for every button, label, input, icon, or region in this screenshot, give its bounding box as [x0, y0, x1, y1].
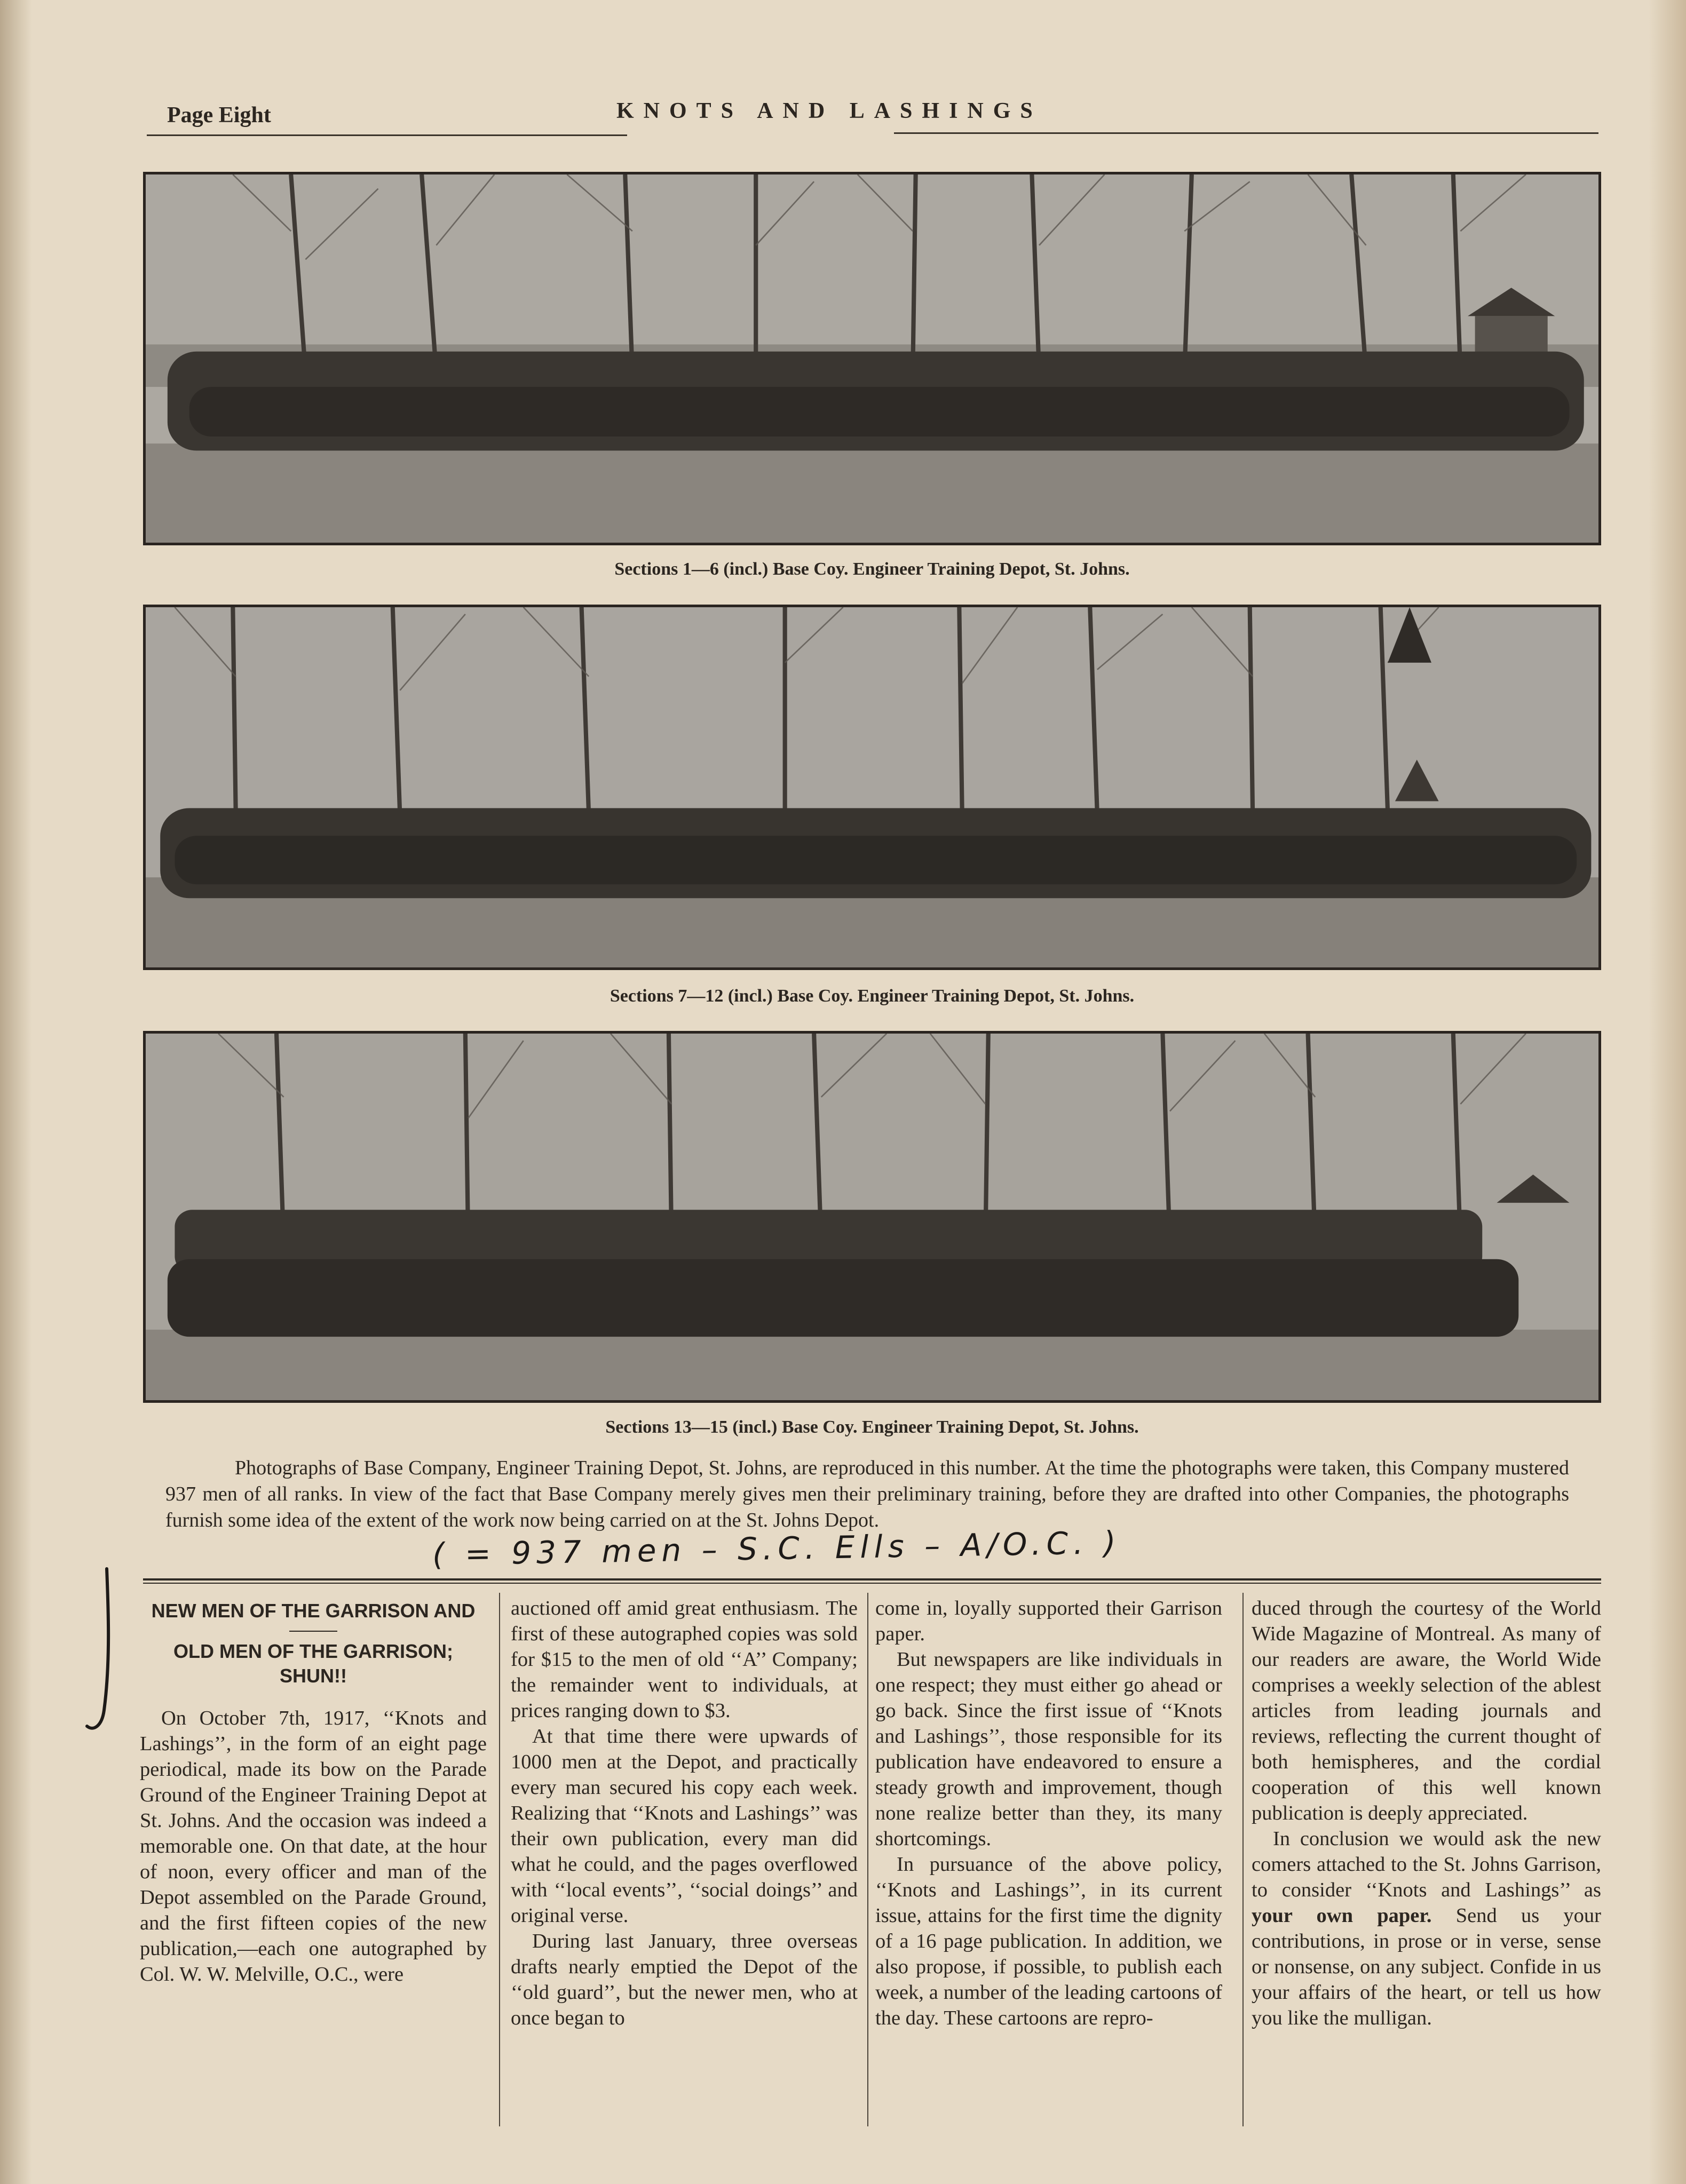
article-paragraph-closing: [1252, 1826, 1601, 2031]
article-column-3: [875, 1595, 1222, 2031]
intro-paragraph: Photographs of Base Company, Engineer Training Depot, St. Johns, are reproduced in this number. At the time the photographs were taken, this Company mustered 937 men of all ranks. In view of the fact that Base Company merely gives men their preliminary training, before they are drafted into other Companies, the photographs furnish some idea of the extent of the work now being carried on at the St. Johns Depot.: [165, 1457, 1569, 1531]
group-photo-sections-13-15: [143, 1031, 1601, 1403]
photo-caption: Sections 1—6 (incl.) Base Coy. Engineer Training Depot, St. Johns.: [614, 559, 1130, 579]
group-photo-sections-1-6: [143, 172, 1601, 545]
page-number: Page Eight: [167, 103, 271, 128]
article-paragraph: At that time there were upwards of 1000 men at the Depot, and practically every man secured his copy each week. Realizing that ‘‘Knots and Lashings’’ was their own publication, every man did what he could, and the pages overflowed with ‘‘local events’’, ‘‘social doings’’ and original verse.: [511, 1725, 858, 1927]
section-rule: [143, 1583, 1601, 1584]
paper-edge-left: [0, 0, 32, 2184]
article-heading: NEW MEN OF THE GARRISON AND: [151, 1600, 476, 1622]
article-paragraph: come in, loyally supported their Garrison paper.: [875, 1597, 1222, 1645]
section-rule: [143, 1578, 1601, 1581]
masthead-title: KNOTS AND LASHINGS: [616, 99, 1042, 123]
heading-rule: [289, 1631, 337, 1632]
header-rule: [147, 134, 627, 136]
article-column-4: [1252, 1595, 1601, 2031]
article-paragraph: During last January, three overseas drafts nearly emptied the Depot of the ‘‘old guard’’, but the newer men, who at once began to: [511, 1930, 858, 2029]
column-divider: [867, 1593, 868, 2126]
article-paragraph: On October 7th, 1917, ‘‘Knots and Lashings’’, in the form of an eight page periodical, made its bow on the Parade Ground of the Engineer Training Depot at St. Johns. And the occasion was indeed a memorable one. On that date, at the hour of noon, every officer and man of the Depot assembled on the Parade Ground, and the first fifteen copies of the new publication,—each one autographed by Col. W. W. Melville, O.C., were: [140, 1707, 487, 1986]
page-header: [147, 96, 1598, 139]
article-paragraph: auctioned off amid great enthusiasm. The first of these autographed copies was sold for $15 to the men of old ‘‘A’’ Company; the remainder went to individuals, at prices ranging down to $3.: [511, 1597, 858, 1722]
paper-edge-right: [1649, 0, 1686, 2184]
closing-text-start: In conclusion we would ask the new comers attached to the St. Johns Garrison, to consider ‘‘Knots and Lashings’’ as: [1252, 1828, 1601, 1901]
article-paragraph: But newspapers are like individuals in one respect; they must either go ahead or go back. Since the first issue of ‘‘Knots and Lashings’’, those responsible for its publication have endeavored to ensure a steady growth and improvement, though none realize better than they, its many shortcomings.: [875, 1648, 1222, 1850]
photo-caption: Sections 13—15 (incl.) Base Coy. Engineer Training Depot, St. Johns.: [605, 1417, 1139, 1437]
article-paragraph: In pursuance of the above policy, ‘‘Knots and Lashings’’, in its current issue, attains for the first time the dignity of a 16 page publication. In addition, we also propose, if possible, to publish each week, a number of the leading cartoons of the day. These cartoons are repro-: [875, 1853, 1222, 2029]
closing-text-end: Send us your contributions, in prose or in verse, sense or nonsense, on any subject. Confide in us your affairs of the heart, or tell us how you like the mulligan.: [1252, 1904, 1601, 2029]
article-paragraph: duced through the courtesy of the World Wide Magazine of Montreal. As many of our readers are aware, the World Wide comprises a weekly selection of the ablest articles from leading journals and reviews, reflecting the current thought of both hemispheres, and the cordial cooperation of this well known publication is deeply appreciated.: [1252, 1597, 1601, 1824]
column-divider: [1242, 1593, 1244, 2126]
article-subheading: OLD MEN OF THE GARRISON; SHUN!!: [173, 1640, 453, 1687]
article-column-1: [140, 1595, 487, 1987]
article-column-2: [511, 1595, 858, 2031]
photo-caption: Sections 7—12 (incl.) Base Coy. Engineer Training Depot, St. Johns.: [610, 986, 1135, 1006]
group-photo-sections-7-12: [143, 605, 1601, 970]
header-rule: [894, 132, 1598, 134]
emphasis-your-own-paper: your own paper.: [1252, 1904, 1432, 1927]
handwritten-annotation: ( = 937 men – S.C. Ells – A/O.C. ): [432, 1524, 1122, 1573]
column-divider: [499, 1593, 500, 2126]
handwritten-check-mark: [83, 1566, 125, 1737]
